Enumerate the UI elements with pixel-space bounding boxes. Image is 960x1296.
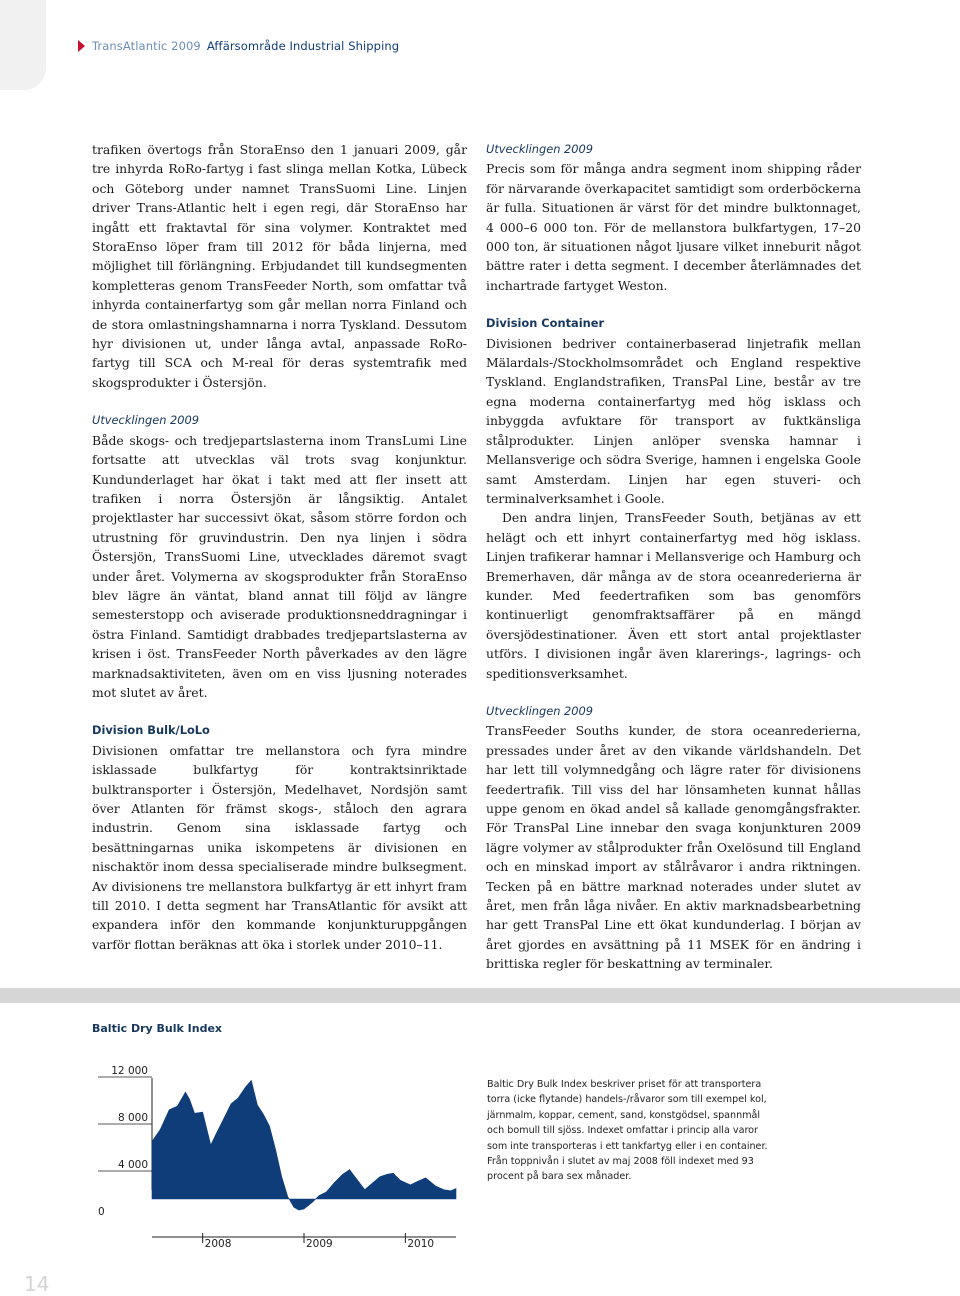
left-paragraph-2: Både skogs- och tredjepartslasterna inom TransLumi Line fortsatte att utvecklas väl trots svag konjunktur. Kundunderlaget har ökat i takt med att fler insett att trafiken i norra Östersjön är långsiktig. Antalet projektlaster har successivt ökat, såsom större fordon och utrustning för gruvindustrin. Den nya linjen i södra Östersjön, TransSuomi Line, utvecklades däremot svagt under året. Volymerna av skogsprodukter från StoraEnso blev lägre än väntat, bland annat till följd av längre semesterstopp och aviserade produktionsneddragningar i östra Finland. Samtidigt drabbades tredjepartslasterna av krisen i öst. TransFeeder North påverkades av den lägre marknadsaktiviteten, även om en viss ljusning noterades mot slutet av året.: [92, 432, 467, 700]
y-tick-label: 0: [98, 1206, 105, 1218]
chart-description: Baltic Dry Bulk Index beskriver priset för att transportera torra (icke flytande) handels-/råvaror som till exempel kol, järnmalm, koppar, cement, sand, konstgödsel, spannmål och bomull till sjöss. Indexet omfattar i princip alla varor som inte transporteras i ett tankfartyg eller i en container. Från toppnivån i slutet av maj 2008 föll indexet med 93 procent på bara sex månader.: [487, 1079, 768, 1183]
right-division-heading: Division Container: [486, 316, 605, 331]
section-divider-band: [0, 988, 960, 1003]
page-tab-decoration: [0, 0, 46, 90]
right-paragraph-3: Den andra linjen, TransFeeder South, betjänas av ett helägt och ett inhyrt containerfartyg med hög isklass. Linjen trafikerar hamnar i Mellansverige och Hamburg och Bremerhaven, där många av de stora oceanrederierna är kunder. Med feedertrafiken som bas genomförs kontinuerligt genomfraktsaffärer på en mängd översjödestinationer. Även ett stort antal projektlaster utförs. I divisionen ingår även klarerings-, lagrings- och speditionsverksamhet.: [486, 510, 861, 681]
chart-title: Baltic Dry Bulk Index: [92, 1022, 222, 1035]
left-paragraph-1: trafiken övertogs från StoraEnso den 1 januari 2009, går tre inhyrda RoRo-fartyg i fast slinga mellan Kotka, Lübeck och Göteborg under namnet TransSuomi Line. Linjen driver Trans-Atlantic helt i egen regi, där StoraEnso har ingått ett fraktavtal för sina volymer. Kontraktet med StoraEnso löper fram till 2012 för båda linjerna, med möjlighet till förlängning. Erbjudandet till kundsegmenten kompletteras genom TransFeeder North, som omfattar två inhyrda containerfartyg som går mellan norra Finland och de stora omlastningshamnarna i norra Tyskland. Dessutom hyr divisionen ut, under långa avtal, anpassade RoRo-fartyg till SCA och M-real för deras systemtrafik med skogsprodukter i Östersjön.: [92, 142, 467, 390]
y-tick-label: 8 000: [117, 1112, 148, 1124]
y-tick-label: 4 000: [117, 1159, 148, 1171]
x-tick-label: 2009: [306, 1238, 333, 1250]
y-tick-label: 12 000: [111, 1065, 148, 1077]
bdi-area-series: [152, 1080, 456, 1210]
right-subheading-2: Utvecklingen 2009: [486, 703, 594, 718]
right-subheading-1: Utvecklingen 2009: [486, 142, 594, 156]
left-paragraph-3: Divisionen omfattar tre mellanstora och fyra mindre isklassade bulkfartyg för kontraktsinriktade bulktransporter i Östersjön, Medelhavet, Nordsjön samt över Atlanten för främst skogs-, ståloch den agrara industrin. Genom sina isklassade fartyg och besättningarnas unika iskompetens är divisionen en nischaktör inom dessa specialiserade mindre bulksegment. Av divisionens tre mellanstora bulkfartyg är ett inhyrt fram till 2010. I detta segment har TransAtlantic för avsikt att expandera inför den kommande konjunkturuppgången varför flottan beräknas att öka i storlek under 2010–11.: [92, 742, 467, 952]
triangle-right-icon: [78, 40, 85, 52]
header-section: Affärsområde Industrial Shipping: [206, 39, 400, 53]
left-division-heading: Division Bulk/LoLo: [92, 723, 210, 738]
right-column: [486, 140, 861, 974]
left-subheading-1: Utvecklingen 2009: [92, 413, 200, 428]
right-paragraph-2: Divisionen bedriver containerbaserad linjetrafik mellan Mälardals-/Stockholmsområdet och England respektive Tyskland. Englandstrafiken, TransPal Line, består av tre egna moderna containerfartyg med hög isklass och inbyggda avfuktare för transport av fuktkänsliga stålprodukter. Linjen anlöper svenska hamnar i Mellansverige och södra Sverige, hamnen i engelska Goole samt Amsterdam. Linjen har egen stuveri- och terminalverksamhet i Goole.: [486, 335, 861, 506]
right-paragraph-1: Precis som för många andra segment inom shipping råder för närvarande överkapacitet samtidigt som orderböckerna är fulla. Situationen är värst för det mindre bulktonnaget, 4 000–6 000 ton. För de mellanstora bulkfartygen, 17–20 000 ton, är situationen något ljusare vilket inneburit något bättre rater i detta segment. I december återlämnades det inchartrade fartyget Weston.: [486, 161, 861, 293]
x-tick-label: 2008: [204, 1238, 232, 1250]
right-paragraph-4: TransFeeder Souths kunder, de stora oceanrederierna, pressades under året av den vikande världshandeln. Det har lett till volymnedgång och lägre rater för divisionens feedertrafik. Till viss del har lönsamheten kunnat hållas uppe genom en ökad andel så kallade genomgångsfrakter. För TransPal Line innebar den svaga konjunkturen 2009 lägre volymer av stålprodukter från Oxelösund till England och en minskad import av stålråvaror i andra riktningen. Tecken på en bättre marknad noterades under slutet av året, men från låga nivåer. En aktiv marknadsbearbetning har gett TransPal Line ett ökat kundunderlag. I början av året gjordes en avsättning på 11 MSEK för en ändring i brittiska regler för beskattning av terminaler.: [486, 723, 861, 972]
running-header: [78, 38, 399, 54]
x-tick-label: 2010: [407, 1238, 435, 1250]
baltic-dry-index-chart: [80, 1062, 480, 1252]
left-column: [92, 140, 467, 954]
page-number: 14: [24, 1272, 50, 1296]
header-brand: TransAtlantic 2009: [92, 39, 201, 53]
